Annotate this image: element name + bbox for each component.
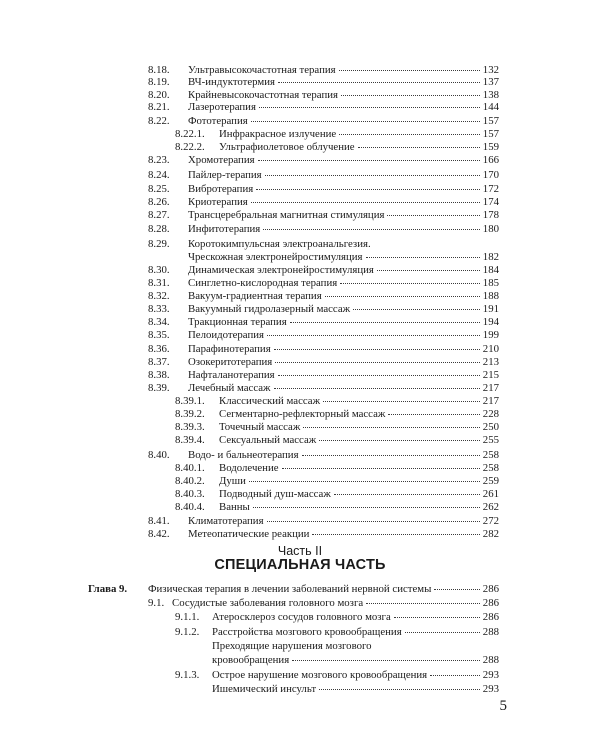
toc-entry-page: 228 bbox=[482, 408, 499, 420]
toc-entry-title: Души bbox=[219, 475, 246, 487]
toc-entry-number: 8.39.3. bbox=[175, 421, 205, 433]
part-title: СПЕЦИАЛЬНАЯ ЧАСТЬ bbox=[214, 557, 386, 573]
toc-entry-title: Лечебный массаж bbox=[188, 382, 271, 394]
toc-entry-number: 9.1.3. bbox=[175, 669, 200, 681]
toc-entry-number: 8.40.1. bbox=[175, 462, 205, 474]
toc-entry-number: 8.39.1. bbox=[175, 395, 205, 407]
toc-entry-number: 8.34. bbox=[148, 316, 170, 328]
toc-entry bbox=[188, 449, 499, 462]
dot-leader bbox=[251, 121, 480, 122]
toc-entry-number: 8.25. bbox=[148, 183, 170, 195]
toc-entry-number: 8.24. bbox=[148, 169, 170, 181]
toc-entry-page: 282 bbox=[482, 528, 499, 540]
toc-entry-number: 8.18. bbox=[148, 64, 170, 76]
toc-entry bbox=[188, 382, 499, 395]
dot-leader bbox=[259, 107, 480, 108]
dot-leader bbox=[249, 481, 480, 482]
toc-entry-page: 258 bbox=[482, 449, 499, 461]
toc-entry-title: Чрескожная электронейростимуляция bbox=[188, 251, 363, 263]
toc-entry-page: 286 bbox=[482, 583, 499, 595]
toc-entry bbox=[188, 316, 499, 329]
toc-entry-number: 8.20. bbox=[148, 89, 170, 101]
toc-entry-title: Метеопатические реакции bbox=[188, 528, 310, 540]
toc-entry bbox=[172, 597, 499, 610]
dot-leader bbox=[387, 215, 479, 216]
toc-entry bbox=[212, 669, 499, 682]
toc-entry-title: Криотерапия bbox=[188, 196, 248, 208]
toc-entry-page: 272 bbox=[482, 515, 499, 527]
toc-entry bbox=[219, 128, 499, 141]
dot-leader bbox=[312, 534, 479, 535]
toc-entry-title: Классический массаж bbox=[219, 395, 321, 407]
dot-leader bbox=[377, 270, 480, 271]
toc-entry-title: Точечный массаж bbox=[219, 421, 301, 433]
dot-leader bbox=[339, 70, 480, 71]
toc-entry-page: 262 bbox=[482, 501, 499, 513]
toc-entry-page: 138 bbox=[482, 89, 499, 101]
toc-entry bbox=[188, 369, 499, 382]
toc-entry-title: Инфракрасное излучение bbox=[219, 128, 337, 140]
toc-entry-title: Лазеротерапия bbox=[188, 101, 256, 113]
toc-entry-page: 286 bbox=[482, 611, 499, 623]
chapter-label: Глава 9. bbox=[88, 583, 128, 595]
toc-entry-number: 9.1. bbox=[148, 597, 165, 609]
toc-entry-title: Озокеритотерапия bbox=[188, 356, 273, 368]
toc-entry-page: 288 bbox=[482, 626, 499, 638]
toc-entry-page: 217 bbox=[482, 382, 499, 394]
toc-entry-title: Пелоидотерапия bbox=[188, 329, 264, 341]
toc-entry-page: 172 bbox=[482, 183, 499, 195]
toc-entry bbox=[188, 169, 499, 182]
toc-entry bbox=[219, 488, 499, 501]
dot-leader bbox=[278, 375, 480, 376]
toc-entry bbox=[188, 515, 499, 528]
toc-entry-number: 8.38. bbox=[148, 369, 170, 381]
dot-leader bbox=[290, 322, 480, 323]
toc-entry-page: 182 bbox=[482, 251, 499, 263]
toc-entry-page: 132 bbox=[482, 64, 499, 76]
toc-entry bbox=[219, 475, 499, 488]
toc-entry-page: 194 bbox=[482, 316, 499, 328]
dot-leader bbox=[267, 521, 480, 522]
toc-entry-page: 180 bbox=[482, 223, 499, 235]
toc-entry-title: Сегментарно-рефлекторный массаж bbox=[219, 408, 386, 420]
toc-entry-number: 9.1.2. bbox=[175, 626, 200, 638]
toc-entry-number: 8.32. bbox=[148, 290, 170, 302]
toc-entry-title: Подводный душ-массаж bbox=[219, 488, 331, 500]
dot-leader bbox=[394, 617, 480, 618]
toc-entry-page: 261 bbox=[482, 488, 499, 500]
toc-entry-number: 8.19. bbox=[148, 76, 170, 88]
dot-leader bbox=[323, 401, 480, 402]
toc-entry-page: 174 bbox=[482, 196, 499, 208]
toc-entry-title: Тракционная терапия bbox=[188, 316, 287, 328]
toc-entry-number: 9.1.1. bbox=[175, 611, 200, 623]
toc-entry bbox=[212, 626, 499, 639]
toc-entry bbox=[188, 528, 499, 541]
dot-leader bbox=[265, 175, 480, 176]
toc-entry-page: 191 bbox=[482, 303, 499, 315]
dot-leader bbox=[267, 335, 480, 336]
toc-entry-number: 8.36. bbox=[148, 343, 170, 355]
dot-leader bbox=[405, 632, 480, 633]
dot-leader bbox=[319, 440, 480, 441]
toc-entry bbox=[188, 209, 499, 222]
toc-entry-number: 8.42. bbox=[148, 528, 170, 540]
dot-leader bbox=[278, 82, 480, 83]
toc-entry-page: 259 bbox=[482, 475, 499, 487]
toc-entry-page: 159 bbox=[482, 141, 499, 153]
toc-entry bbox=[188, 196, 499, 209]
toc-entry-page: 288 bbox=[482, 654, 499, 666]
toc-entry bbox=[188, 223, 499, 236]
toc-entry bbox=[219, 421, 499, 434]
toc-entry-number: 8.30. bbox=[148, 264, 170, 276]
dot-leader bbox=[341, 95, 480, 96]
toc-entry-title: Парафинотерапия bbox=[188, 343, 271, 355]
toc-entry-number: 8.40.2. bbox=[175, 475, 205, 487]
toc-entry bbox=[219, 395, 499, 408]
toc-entry-page: 178 bbox=[482, 209, 499, 221]
dot-leader bbox=[251, 202, 480, 203]
toc-entry bbox=[212, 640, 499, 653]
toc-entry bbox=[148, 583, 499, 596]
dot-leader bbox=[325, 296, 480, 297]
toc-entry-title: Атеросклероз сосудов головного мозга bbox=[212, 611, 391, 623]
toc-entry bbox=[219, 141, 499, 154]
dot-leader bbox=[302, 455, 480, 456]
toc-entry-title: Острое нарушение мозгового кровообращения bbox=[212, 669, 428, 681]
dot-leader bbox=[366, 257, 480, 258]
toc-entry-number: 8.29. bbox=[148, 238, 170, 250]
toc-entry bbox=[188, 329, 499, 342]
dot-leader bbox=[334, 494, 480, 495]
toc-entry-title: Ишемический инсульт bbox=[212, 683, 317, 695]
toc-entry-page: 217 bbox=[482, 395, 499, 407]
toc-entry bbox=[188, 238, 499, 251]
toc-entry-page: 258 bbox=[482, 462, 499, 474]
toc-entry bbox=[188, 183, 499, 196]
toc-entry-page: 170 bbox=[482, 169, 499, 181]
toc-entry-title: кровообращения bbox=[212, 654, 290, 666]
toc-entry-title: Синглетно-кислородная терапия bbox=[188, 277, 338, 289]
toc-entry-title: Сосудистые заболевания головного мозга bbox=[172, 597, 364, 609]
toc-entry bbox=[212, 683, 499, 696]
toc-entry-title: Преходящие нарушения мозгового bbox=[212, 640, 372, 652]
toc-entry-page: 255 bbox=[482, 434, 499, 446]
dot-leader bbox=[430, 675, 480, 676]
toc-entry-title: Водолечение bbox=[219, 462, 279, 474]
toc-entry-page: 293 bbox=[482, 669, 499, 681]
dot-leader bbox=[339, 134, 480, 135]
toc-entry-page: 188 bbox=[482, 290, 499, 302]
toc-entry-title: Нафталанотерапия bbox=[188, 369, 275, 381]
toc-entry-title: Динамическая электронейростимуляция bbox=[188, 264, 374, 276]
dot-leader bbox=[256, 189, 480, 190]
dot-leader bbox=[434, 589, 479, 590]
toc-entry-page: 250 bbox=[482, 421, 499, 433]
dot-leader bbox=[258, 160, 480, 161]
toc-entry-title: Вибротерапия bbox=[188, 183, 254, 195]
toc-entry-title: Инфитотерапия bbox=[188, 223, 261, 235]
toc-entry-title: Сексуальный массаж bbox=[219, 434, 317, 446]
toc-entry bbox=[188, 343, 499, 356]
toc-entry-number: 8.31. bbox=[148, 277, 170, 289]
toc-entry-number: 8.28. bbox=[148, 223, 170, 235]
dot-leader bbox=[274, 388, 480, 389]
toc-entry-number: 8.26. bbox=[148, 196, 170, 208]
dot-leader bbox=[358, 147, 480, 148]
toc-entry bbox=[188, 251, 499, 264]
toc-entry bbox=[219, 501, 499, 514]
toc-entry-page: 199 bbox=[482, 329, 499, 341]
toc-entry-page: 144 bbox=[482, 101, 499, 113]
toc-entry-title: ВЧ-индуктотермия bbox=[188, 76, 275, 88]
toc-entry-title: Климатотерапия bbox=[188, 515, 264, 527]
toc-entry-number: 8.27. bbox=[148, 209, 170, 221]
toc-entry-title: Хромотерапия bbox=[188, 154, 255, 166]
toc-entry-number: 8.39.4. bbox=[175, 434, 205, 446]
toc-entry bbox=[188, 290, 499, 303]
toc-entry-title: Трансцеребральная магнитная стимуляция bbox=[188, 209, 385, 221]
toc-entry-number: 8.40. bbox=[148, 449, 170, 461]
toc-entry-number: 8.22.1. bbox=[175, 128, 205, 140]
toc-entry-page: 215 bbox=[482, 369, 499, 381]
toc-entry-page: 157 bbox=[482, 115, 499, 127]
toc-entry-title: Ультравысокочастотная терапия bbox=[188, 64, 336, 76]
toc-entry-page: 210 bbox=[482, 343, 499, 355]
toc-entry-page: 286 bbox=[482, 597, 499, 609]
toc-entry-number: 8.22.2. bbox=[175, 141, 205, 153]
toc-entry bbox=[188, 154, 499, 167]
toc-entry-number: 8.21. bbox=[148, 101, 170, 113]
toc-entry-number: 8.41. bbox=[148, 515, 170, 527]
toc-entry-page: 185 bbox=[482, 277, 499, 289]
toc-entry-title: Физическая терапия в лечении заболеваний нервной системы bbox=[148, 583, 432, 595]
toc-entry-page: 213 bbox=[482, 356, 499, 368]
toc-entry-number: 8.22. bbox=[148, 115, 170, 127]
toc-entry bbox=[188, 101, 499, 114]
toc-entry bbox=[219, 434, 499, 447]
dot-leader bbox=[353, 309, 480, 310]
toc-entry-title: Расстройства мозгового кровообращения bbox=[212, 626, 402, 638]
dot-leader bbox=[275, 362, 480, 363]
toc-entry bbox=[219, 408, 499, 421]
toc-entry-number: 8.40.3. bbox=[175, 488, 205, 500]
dot-leader bbox=[292, 660, 480, 661]
dot-leader bbox=[282, 468, 480, 469]
toc-entry-title: Вакуумный гидролазерный массаж bbox=[188, 303, 351, 315]
dot-leader bbox=[319, 689, 480, 690]
toc-entry-number: 8.40.4. bbox=[175, 501, 205, 513]
toc-entry bbox=[188, 115, 499, 128]
part-label: Часть II bbox=[277, 544, 323, 558]
dot-leader bbox=[253, 507, 480, 508]
dot-leader bbox=[263, 229, 480, 230]
dot-leader bbox=[388, 414, 479, 415]
toc-entry bbox=[188, 356, 499, 369]
toc-entry bbox=[188, 76, 499, 89]
toc-entry-number: 8.23. bbox=[148, 154, 170, 166]
toc-entry-page: 293 bbox=[482, 683, 499, 695]
toc-entry-title: Крайневысокочастотная терапия bbox=[188, 89, 338, 101]
toc-entry-title: Ультрафиолетовое облучение bbox=[219, 141, 355, 153]
toc-entry-title: Пайлер-терапия bbox=[188, 169, 262, 181]
toc-entry-page: 137 bbox=[482, 76, 499, 88]
toc-entry-page: 157 bbox=[482, 128, 499, 140]
toc-entry bbox=[212, 654, 499, 667]
dot-leader bbox=[274, 349, 480, 350]
toc-entry-number: 8.35. bbox=[148, 329, 170, 341]
toc-entry bbox=[219, 462, 499, 475]
toc-entry-page: 166 bbox=[482, 154, 499, 166]
toc-entry-number: 8.33. bbox=[148, 303, 170, 315]
dot-leader bbox=[340, 283, 480, 284]
toc-entry bbox=[212, 611, 499, 624]
toc-entry bbox=[188, 277, 499, 290]
toc-entry-title: Ванны bbox=[219, 501, 250, 513]
toc-entry-title: Коротокимпульсная электроанальгезия. bbox=[188, 238, 371, 250]
toc-entry bbox=[188, 303, 499, 316]
toc-entry-title: Водо- и бальнеотерапия bbox=[188, 449, 299, 461]
toc-entry-page: 184 bbox=[482, 264, 499, 276]
dot-leader bbox=[303, 427, 479, 428]
toc-entry-number: 8.39. bbox=[148, 382, 170, 394]
toc-entry bbox=[188, 264, 499, 277]
toc-entry-number: 8.39.2. bbox=[175, 408, 205, 420]
toc-entry-title: Фототерапия bbox=[188, 115, 248, 127]
dot-leader bbox=[366, 603, 480, 604]
toc-entry-title: Вакуум-градиентная терапия bbox=[188, 290, 322, 302]
page-number: 5 bbox=[499, 698, 507, 714]
toc-entry-number: 8.37. bbox=[148, 356, 170, 368]
